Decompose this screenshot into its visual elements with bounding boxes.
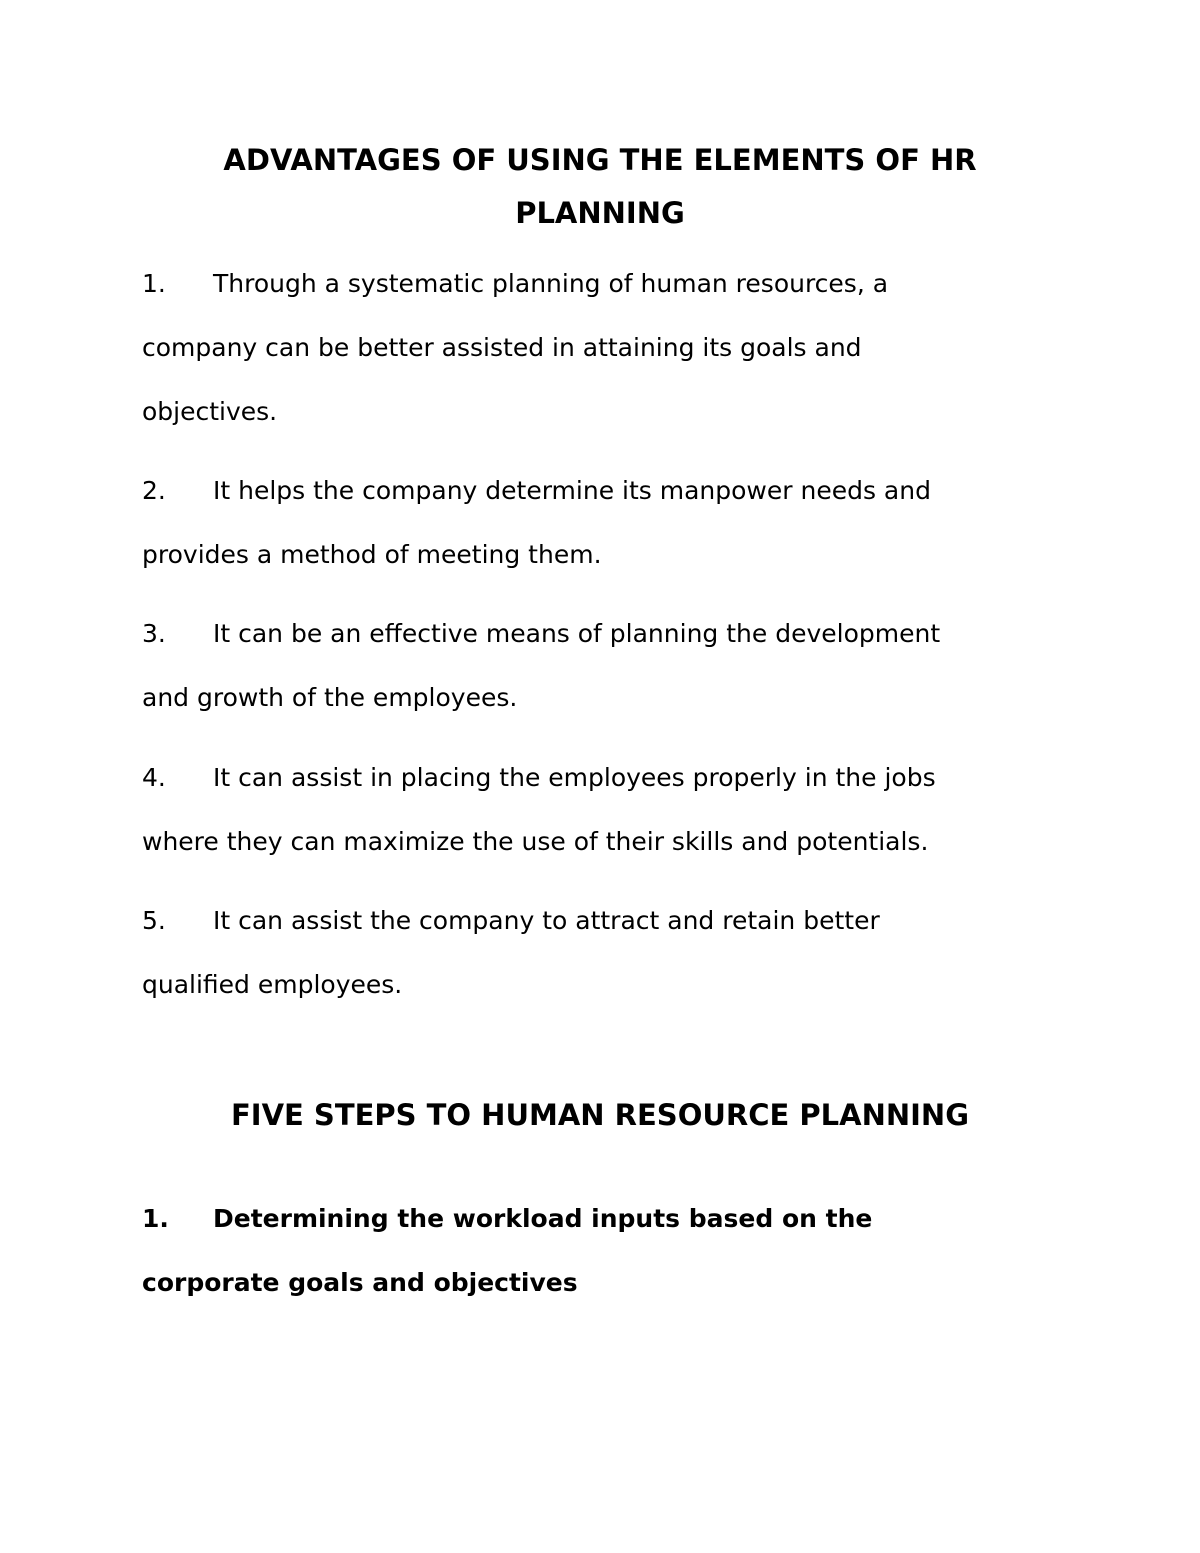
list-item-text-line: provides a method of meeting them.: [142, 540, 602, 569]
section-heading-advantages: [120, 134, 1080, 240]
list-item-text-line: It can be an effective means of planning the development: [213, 619, 941, 648]
list-item-text-line: qualified employees.: [142, 970, 403, 999]
list-item-text-line: It can assist the company to attract and retain better: [213, 906, 880, 935]
step-item-text-line: Determining the workload inputs based on the: [213, 1204, 873, 1233]
list-item: [142, 889, 1042, 1017]
list-item: [142, 459, 1042, 587]
list-item-number: 2.: [142, 476, 166, 505]
list-item: [142, 746, 1042, 874]
heading-line-2: PLANNING: [515, 196, 685, 230]
list-item-number: 4.: [142, 763, 166, 792]
list-item-text-line: Through a systematic planning of human resources, a: [213, 269, 889, 298]
step-item-text-line: corporate goals and objectives: [142, 1268, 578, 1297]
list-item-number: 3.: [142, 619, 166, 648]
list-item-number: 5.: [142, 906, 166, 935]
list-item: [142, 252, 1042, 444]
heading-line-1: ADVANTAGES OF USING THE ELEMENTS OF HR: [223, 143, 977, 177]
list-item-text-line: where they can maximize the use of their skills and potentials.: [142, 827, 929, 856]
list-item-number: 1.: [142, 269, 166, 298]
step-item-number: 1.: [142, 1204, 169, 1233]
list-item-text-line: company can be better assisted in attaining its goals and: [142, 333, 862, 362]
list-item: [142, 602, 1042, 730]
step-item: [142, 1187, 1042, 1315]
section-heading-five-steps: FIVE STEPS TO HUMAN RESOURCE PLANNING: [230, 1098, 969, 1132]
list-item-text-line: and growth of the employees.: [142, 683, 518, 712]
list-item-text-line: It helps the company determine its manpower needs and: [213, 476, 931, 505]
list-item-text-line: objectives.: [142, 397, 278, 426]
list-item-text-line: It can assist in placing the employees properly in the jobs: [213, 763, 936, 792]
